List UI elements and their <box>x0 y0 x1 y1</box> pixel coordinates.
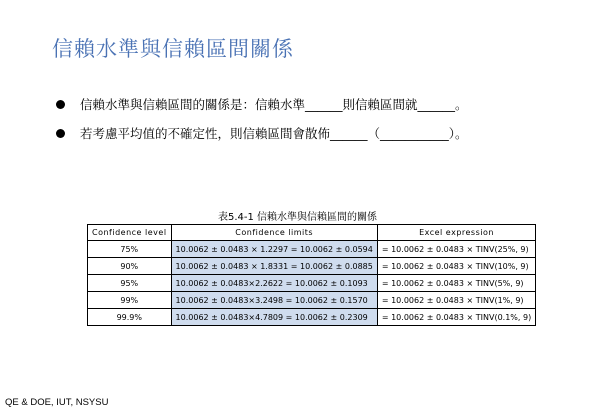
table-row <box>88 258 536 275</box>
bullet-text: 信賴水準與信賴區間的關係是：信賴水準______則信賴區間就______。 <box>80 97 468 112</box>
slide-footer: QE & DOE, IUT, NSYSU <box>5 397 109 408</box>
table-row <box>88 309 536 326</box>
cell-level: 99% <box>88 292 172 309</box>
cell-level: 99.9% <box>88 309 172 326</box>
header-confidence-level: Confidence level <box>88 225 172 241</box>
table-row <box>88 275 536 292</box>
header-confidence-limits: Confidence limits <box>171 225 377 241</box>
cell-limits: 10.0062 ± 0.0483×3.2498 = 10.0062 ± 0.1570 <box>171 292 377 309</box>
bullet-item <box>56 125 576 154</box>
cell-limits: 10.0062 ± 0.0483 × 1.8331 = 10.0062 ± 0.0885 <box>171 258 377 275</box>
cell-level: 95% <box>88 275 172 292</box>
cell-excel: = 10.0062 ± 0.0483 × TINV(1%, 9) <box>377 292 535 309</box>
cell-limits: 10.0062 ± 0.0483×4.7809 = 10.0062 ± 0.2309 <box>171 309 377 326</box>
bullet-dot-icon <box>56 129 65 138</box>
table-row <box>88 292 536 309</box>
bullet-item <box>56 96 576 125</box>
cell-excel: = 10.0062 ± 0.0483 × TINV(10%, 9) <box>377 258 535 275</box>
bullet-dot-icon <box>56 100 65 109</box>
table-row <box>88 241 536 258</box>
cell-excel: = 10.0062 ± 0.0483 × TINV(5%, 9) <box>377 275 535 292</box>
bullet-text: 若考慮平均值的不確定性，則信賴區間會散佈______（___________）。 <box>80 126 468 141</box>
table-caption: 表5.4-1 信賴水準與信賴區間的關係 <box>217 212 378 223</box>
slide-title: 信賴水準與信賴區間關係 <box>52 37 294 61</box>
cell-excel: = 10.0062 ± 0.0483 × TINV(25%, 9) <box>377 241 535 258</box>
cell-level: 75% <box>88 241 172 258</box>
cell-limits: 10.0062 ± 0.0483 × 1.2297 = 10.0062 ± 0.0594 <box>171 241 377 258</box>
confidence-table <box>87 224 536 326</box>
cell-level: 90% <box>88 258 172 275</box>
table-header-row <box>88 225 536 241</box>
cell-limits: 10.0062 ± 0.0483×2.2622 = 10.0062 ± 0.1093 <box>171 275 377 292</box>
header-excel-expression: Excel expression <box>377 225 535 241</box>
cell-excel: = 10.0062 ± 0.0483 × TINV(0.1%, 9) <box>377 309 535 326</box>
bullet-list <box>56 96 576 154</box>
